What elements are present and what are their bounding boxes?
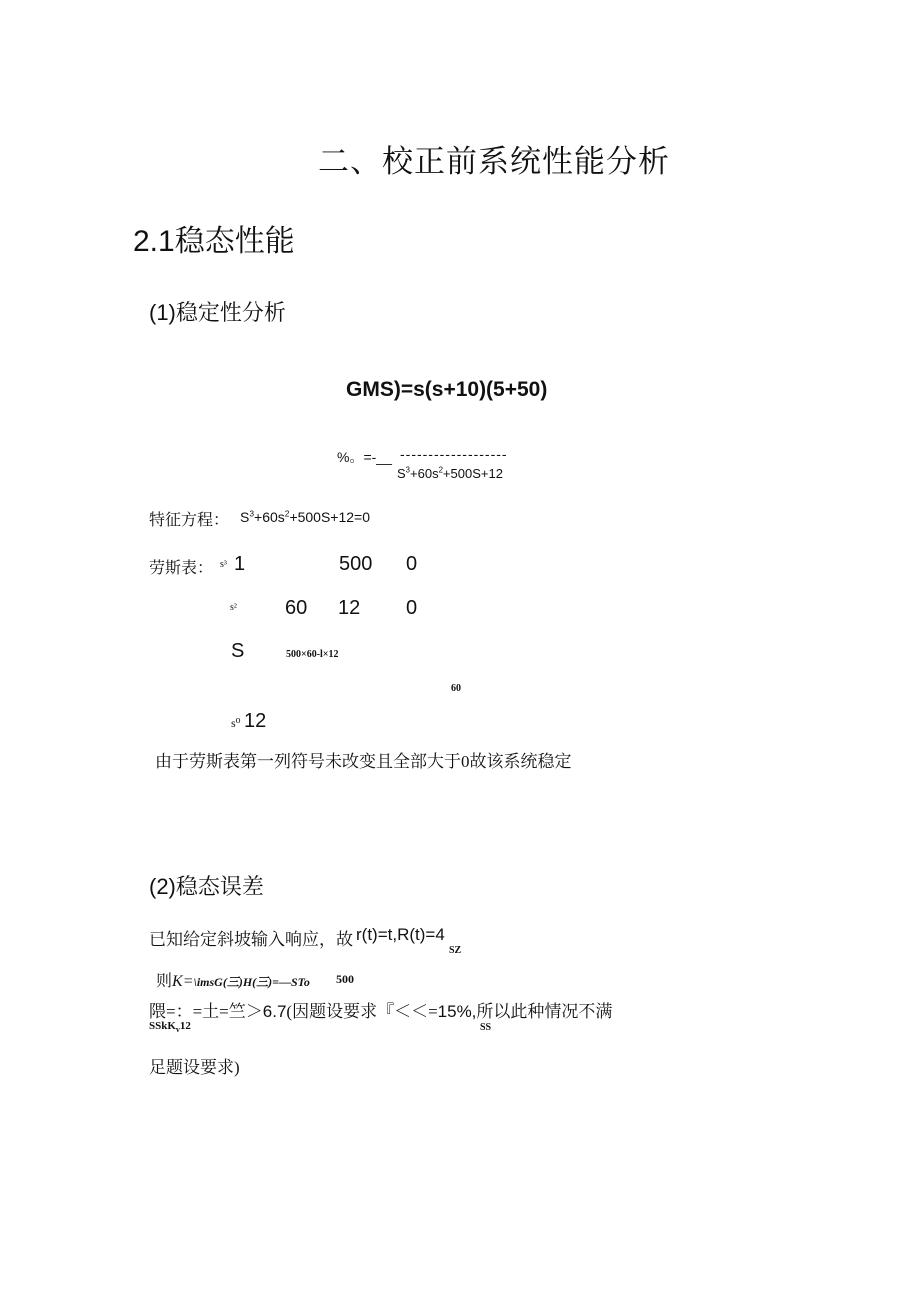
- ramp-input-subscript: SZ: [449, 945, 462, 956]
- stability-conclusion: 由于劳斯表第一列符号未改变且全部大于0故该系统稳定: [155, 752, 572, 771]
- ess-start: 隈=：=土=竺＞: [149, 1002, 263, 1021]
- ess-tail: 所以此种情况不满: [476, 1002, 613, 1021]
- routh-row1-col1: 1: [234, 553, 246, 575]
- routh-row3-label: S: [231, 640, 245, 662]
- routh-row3-denominator: 60: [451, 683, 461, 694]
- ess-condition: (因题设要求『＜＜=: [286, 1002, 438, 1021]
- stability-analysis-title: (1)稳定性分析: [149, 300, 286, 325]
- section-title: 2.1稳态性能: [133, 225, 295, 258]
- open-loop-transfer-function: GMS)=s(s+10)(5+50): [346, 378, 548, 401]
- kv-symbol: K=: [172, 973, 194, 990]
- routh-row2-col3: 0: [406, 597, 418, 619]
- routh-row1-col3: 0: [406, 553, 418, 575]
- ess-value: 6.7: [262, 1002, 287, 1021]
- kv-line: [156, 968, 310, 991]
- ess-subscript-mid: SS: [480, 1022, 492, 1033]
- ess-percent: 15%,: [437, 1002, 477, 1021]
- char-eq-label: 特征方程：: [149, 512, 230, 529]
- kv-prefix: 则: [156, 973, 173, 990]
- routh-row4-label: s⁰: [231, 716, 241, 730]
- routh-row3-numerator: 500×60-l×12: [286, 649, 339, 660]
- char-eq-expression: $S^3+60s^2+500S+12=0$: [240, 508, 371, 525]
- kv-value: 500: [336, 972, 354, 986]
- routh-row4-col1: 12: [244, 710, 267, 732]
- ess-line: [149, 997, 612, 1022]
- routh-row1-col2: 500: [339, 553, 373, 575]
- closed-loop-lhs: %。=-__: [337, 449, 392, 465]
- routh-row2-label: s²: [230, 602, 237, 613]
- ramp-input-text: 已知给定斜坡输入响应，故: [149, 930, 353, 949]
- ramp-input-expression: r(t)=t,R(t)=4: [356, 925, 445, 944]
- closed-loop-denominator: $S^3+60s^2+500S+12$: [397, 465, 503, 481]
- chapter-title: 二、校正前系统性能分析: [318, 144, 670, 179]
- routh-row1-label: s³: [220, 559, 227, 570]
- routh-label: 劳斯表：: [149, 560, 214, 577]
- steady-state-error-title: (2)稳态误差: [149, 874, 264, 899]
- routh-row2-col2: 12: [338, 597, 361, 619]
- closed-loop-fraction-bar: -------------------: [400, 446, 508, 462]
- kv-limit: \imsG(三)H(三)=—STo: [193, 975, 310, 989]
- ess-line-continued: 足题设要求): [149, 1058, 240, 1077]
- ess-subscript-left: SSkK$_v$12: [149, 1020, 191, 1035]
- routh-row2-col1: 60: [285, 597, 308, 619]
